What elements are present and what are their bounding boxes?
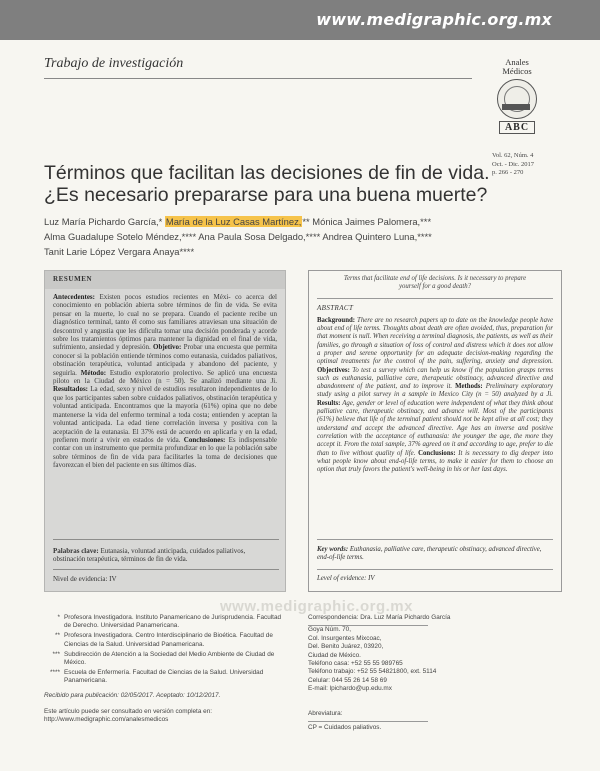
abstract-obj-label: Objectives: bbox=[317, 366, 350, 374]
header-banner bbox=[0, 0, 600, 40]
resumen-res-text-2: El 37% está de acuerdo en aplicarla y en la edad, prefieren morir a vivir en estados de vida. bbox=[53, 427, 278, 444]
site-url-link[interactable]: www.medigraphic.org.mx bbox=[316, 10, 552, 29]
watermark: www.medigraphic.org.mx bbox=[220, 598, 413, 615]
journal-pages: p. 266 - 270 bbox=[492, 169, 524, 176]
abstract-met-label: Methods: bbox=[455, 383, 483, 391]
section-label: Trabajo de investigación bbox=[44, 56, 184, 71]
journal-logo-block bbox=[484, 58, 550, 178]
abstract-heading: ABSTRACT bbox=[317, 303, 354, 312]
abbreviation-heading: Abreviatura: bbox=[308, 709, 343, 717]
resumen-obj-text: Probar una encuesta que permita conocer si la población entiende términos como eutanasia, cuidados paliativos, obstinación terapéutica, voluntad anticipada y abandono del paciente, y seguirla. bbox=[53, 343, 278, 377]
abstract-obj-text: To test a survey which can help us know if the population grasps terms such as euthanasia, palliative care, therapeutic obstinacy, advanced directive and abandonment of the patient, and to improve it. bbox=[317, 366, 553, 391]
correspondence-line: Goya Núm. 70, bbox=[308, 626, 351, 634]
abstract-bg-label: Background: bbox=[317, 316, 356, 324]
resumen-kw-rule bbox=[53, 539, 279, 540]
consult-note bbox=[44, 708, 284, 724]
abstract-text bbox=[309, 312, 561, 475]
abstract-english-title: Terms that facilitate end of life decisions. Is it necessary to prepare yourself for a good death? bbox=[343, 275, 527, 291]
correspondence-line: Teléfono casa: +52 55 55 989765 bbox=[308, 660, 403, 668]
resumen-met-text: Estudio exploratorio prolectivo. Se aplicó una encuesta piloto en la Ciudad de México (n = 50). Se analizó mediante una Ji. bbox=[53, 368, 277, 386]
article-title bbox=[44, 162, 564, 206]
correspondence-line: Col. Insurgentes Mixcoac, bbox=[308, 634, 382, 642]
resumen-met-label: Método: bbox=[80, 368, 107, 377]
resumen-box bbox=[44, 270, 286, 592]
resumen-res-text: La edad, sexo y nivel de estudios resultaron independientes de lo que los participantes saben sobre cuidados paliativos, obstinación terapéutica y voluntad anticipada. Encontramos que la mayoría (61%) opina que no debe mantenerse la vida del enfermo terminal a toda costa; entienden y aceptan la voluntad anticipada. La edad tiene correlación inversa y positiva con la aceptación de la eutanasia. bbox=[53, 385, 277, 436]
abstract-res-text: Age, gender or level of education were independent of what they think about palliative care, therapeutic obstinacy, and advance will. Most of the participants (61%) believe that life of the terminal patient should not be kept alive at all cost; they understand and accept the advanced directive. Age has an inverse and positive correlation with the acceptance of euthanasia: the younger the age, the more they accept it. From the total sample, 37% agreed on it and according to age, prefer to die than to live without quality of life. bbox=[317, 399, 553, 457]
abstract-keywords bbox=[317, 546, 553, 563]
footnote-item bbox=[44, 669, 284, 685]
footnote-mark: *** bbox=[52, 650, 60, 658]
journal-seal-icon bbox=[497, 79, 537, 119]
footnote-mark: ** bbox=[55, 632, 60, 640]
abstract-bg-text: There are no research papers up to date on the knowledge people have about end of life terms. Thoughts about death are often avoided, thus, preparation for that moment is null. When receiving a terminal diagnosis, the patients, as well as their families, go through a situation of loss of control and distress which it does not allow a proper and serene opportunity for an adequate decision-making regarding the optimal treatments for the control of the pain, suffering, anxiety and depression. bbox=[317, 316, 554, 366]
correspondence-email[interactable]: E-mail: lpichardo@up.edu.mx bbox=[308, 685, 392, 693]
abstract-con-label: Conclusions: bbox=[418, 449, 456, 457]
journal-volume: Vol. 62, Núm. 4 bbox=[492, 152, 534, 159]
correspondence-line: Del. Benito Juárez, 03920, bbox=[308, 643, 384, 651]
journal-name-line1: Anales bbox=[505, 57, 529, 67]
footnote-text: Profesora Investigadora. Centro Interdisciplinario de Bioética. Facultad de Ciencias de la Salud. Universidad Panamericana. bbox=[64, 632, 273, 648]
author-3: Mónica Jaimes Palomera,*** bbox=[312, 216, 432, 227]
abstract-met-text: Preliminary exploratory study using a pilot survey in a sample in Mexico City (n = 50) analyzed by a Ji. bbox=[317, 383, 553, 399]
author-list bbox=[44, 214, 514, 259]
affiliation-footnotes bbox=[44, 614, 284, 724]
abstract-res-label: Results: bbox=[317, 399, 341, 407]
journal-name-line2: Médicos bbox=[502, 66, 532, 76]
resumen-ant-label: Antecedentes: bbox=[53, 293, 95, 301]
footnote-item bbox=[44, 632, 284, 648]
correspondence-label: Correspondencia: Dra. Luz María Pichardo García bbox=[308, 614, 451, 621]
abstract-con-text: It is necessary to dig deeper into what people know about end-of-life terms, to make it easier for them to choose an option that truly favors the patient's well-being in his or her last days. bbox=[317, 449, 554, 474]
author-1: Luz María Pichardo García,* bbox=[44, 216, 163, 227]
correspondence-line: Teléfono trabajo: +52 55 54821800, ext. 5114 bbox=[308, 668, 437, 676]
author-4: Alma Guadalupe Sotelo Méndez,**** bbox=[44, 231, 197, 242]
abbreviation-rule bbox=[308, 721, 428, 722]
resumen-level: Nivel de evidencia: IV bbox=[53, 575, 117, 583]
author-2-highlighted[interactable]: María de la Luz Casas Martínez, bbox=[165, 216, 302, 227]
abstract-kw-text: Euthanasia, palliative care, therapeutic obstinacy, advanced directive, end-of-life terms. bbox=[317, 546, 542, 562]
resumen-ant-text: Existen pocos estudios recientes en Méxi- co acerca del conocimiento en población abierta sobre términos de fin de vida. Se evita pensar en la muerte, lo cual no se prepara. Cuando el paciente recibe un diagnóstico terminal, tanto él como sus familiares atraviesan una situación de descontrol y angustia que les dificulta tomar una decisión ponderada y acorde sobre los tratamientos óptimos para mantener la dignidad en el final de vida, sufrimiento, ansiedad y depresión. bbox=[53, 293, 278, 352]
resumen-kw-text: Eutanasia, voluntad anticipada, cuidados paliativos, obstinación terapéutica, términos de fin de vida. bbox=[53, 547, 246, 564]
correspondence-line: Ciudad de México. bbox=[308, 651, 361, 659]
correspondence-line: Celular: 044 55 26 14 58 69 bbox=[308, 676, 387, 684]
footnote-mark: * bbox=[57, 614, 60, 621]
consult-link[interactable]: http://www.medigraphic.com/analesmedicos bbox=[44, 716, 169, 724]
consult-line-1: Este artículo puede ser consultado en versión completa en: bbox=[44, 707, 213, 715]
resumen-heading: RESUMEN bbox=[53, 275, 93, 283]
footnote-item bbox=[44, 614, 284, 630]
author-5: Ana Paula Sosa Delgado,**** bbox=[198, 231, 321, 242]
journal-period: Oct. - Dic. 2017 bbox=[492, 160, 535, 168]
footnote-text: Profesora Investigadora. Instituto Panamericano de Jurisprudencia. Facultad de Derecho. Universidad Panamericana. bbox=[64, 614, 282, 630]
author-2-mark: ** bbox=[302, 216, 310, 227]
abstract-kw-label: Key words: bbox=[317, 546, 349, 553]
abstract-box bbox=[308, 270, 562, 592]
resumen-keywords bbox=[53, 547, 279, 564]
title-line-1: Términos que facilitan las decisiones de fin de vida. bbox=[44, 162, 490, 184]
resumen-text bbox=[45, 289, 285, 470]
footnote-mark: **** bbox=[50, 669, 60, 677]
resumen-con-text: Es indispensable contar con un instrumento que permita profundizar en lo que la población sabe sobre términos de fin de vida para facilitarles la toma de decisiones que favorezcan el bien del paciente en sus últimos días. bbox=[53, 435, 277, 470]
abstract-level: Level of evidence: IV bbox=[317, 575, 375, 582]
author-6: Andrea Quintero Luna,**** bbox=[322, 231, 432, 242]
received-accepted-dates: Recibido para publicación: 02/05/2017. Aceptado: 10/12/2017. bbox=[44, 691, 221, 699]
resumen-level-rule bbox=[53, 569, 279, 570]
resumen-obj-label: Objetivo: bbox=[153, 343, 182, 352]
title-line-2: ¿Es necesario prepararse para una buena muerte? bbox=[44, 184, 488, 206]
abstract-level-rule bbox=[317, 569, 553, 570]
resumen-con-label: Conclusiones: bbox=[183, 435, 226, 444]
abstract-kw-rule bbox=[317, 539, 553, 540]
header-rule bbox=[44, 78, 472, 79]
author-7: Tanit Larie López Vergara Anaya**** bbox=[44, 246, 195, 257]
resumen-res-label: Resultados: bbox=[53, 385, 89, 394]
footnote-text: Subdirección de Atención a la Sociedad del Medio Ambiente de Ciudad de México. bbox=[64, 650, 275, 667]
resumen-kw-label: Palabras clave: bbox=[53, 547, 99, 555]
journal-logo-text: ABC bbox=[499, 121, 535, 134]
footnote-text: Escuela de Enfermería. Facultad de Ciencias de la Salud. Universidad Panamericana. bbox=[64, 669, 264, 685]
abbreviation-text: CP = Cuidados paliativos. bbox=[308, 724, 382, 732]
correspondence-block bbox=[308, 614, 558, 732]
footnote-item bbox=[44, 651, 284, 667]
